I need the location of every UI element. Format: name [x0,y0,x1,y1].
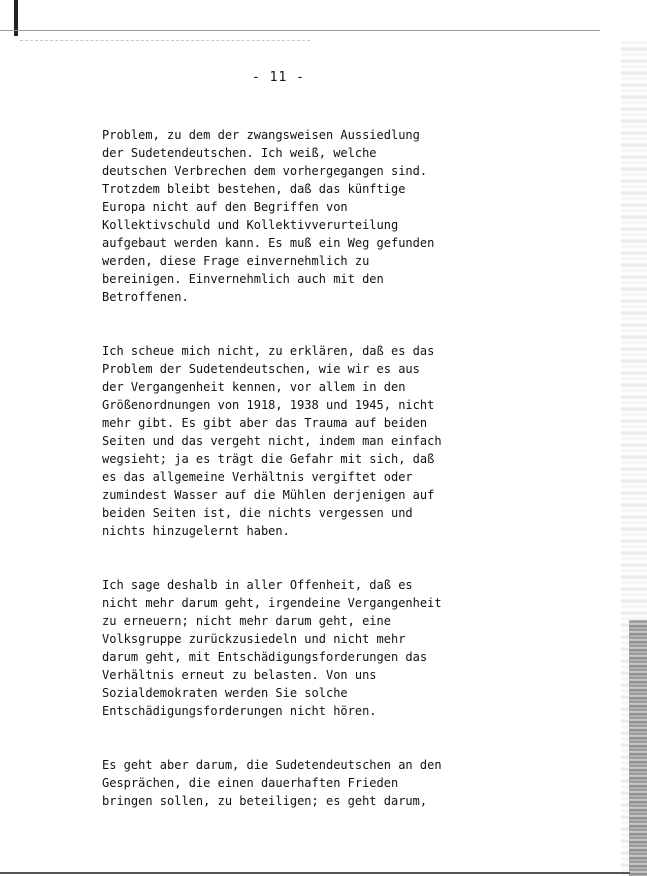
page-number: - 11 - [252,70,305,85]
text-line: Europa nicht auf den Begriffen von [102,200,348,214]
text-line: wegsieht; ja es trägt die Gefahr mit sich, daß [102,452,435,466]
paragraph-3 [102,576,462,720]
text-line: aufgebaut werden kann. Es muß ein Weg gefunden [102,236,435,250]
text-line: Problem, zu dem der zwangsweisen Aussiedlung [102,128,420,142]
text-line: mehr gibt. Es gibt aber das Trauma auf beiden [102,416,428,430]
text-line: zu erneuern; nicht mehr darum geht, eine [102,614,391,628]
text-line: zumindest Wasser auf die Mühlen derjenigen auf [102,488,435,502]
document-body [102,126,462,846]
text-line: Es geht aber darum, die Sudetendeutschen an den [102,758,442,772]
text-line: bereinigen. Einvernehmlich auch mit den [102,272,384,286]
text-line: Ich scheue mich nicht, zu erklären, daß es das [102,344,435,358]
text-line: Volksgruppe zurückzusiedeln und nicht mehr [102,632,406,646]
text-line: Entschädigungsforderungen nicht hören. [102,704,377,718]
text-line: Seiten und das vergeht nicht, indem man einfach [102,434,442,448]
text-line: nicht mehr darum geht, irgendeine Vergangenheit [102,596,442,610]
paragraph-2 [102,342,462,540]
text-line: es das allgemeine Verhältnis vergiftet oder [102,470,413,484]
text-line: Betroffenen. [102,290,189,304]
text-line: Kollektivschuld und Kollektivverurteilung [102,218,399,232]
text-line: der Vergangenheit kennen, vor allem in den [102,380,406,394]
text-line: deutschen Verbrechen dem vorhergegangen sind. [102,164,428,178]
scan-artifact-right-shadow [629,620,647,876]
text-line: Gesprächen, die einen dauerhaften Frieden [102,776,399,790]
text-line: Größenordnungen von 1918, 1938 und 1945, nicht [102,398,435,412]
paragraph-4 [102,756,462,810]
text-line: bringen sollen, zu beteiligen; es geht darum, [102,794,428,808]
text-line: nichts hinzugelernt haben. [102,524,290,538]
scan-artifact-top-dash [20,40,310,41]
scan-artifact-bottom-line [0,872,630,874]
text-line: Trotzdem bleibt bestehen, daß das künftige [102,182,406,196]
text-line: Ich sage deshalb in aller Offenheit, daß es [102,578,413,592]
text-line: darum geht, mit Entschädigungsforderungen das [102,650,428,664]
text-line: der Sudetendeutschen. Ich weiß, welche [102,146,377,160]
scan-artifact-top-line [0,30,600,31]
text-line: beiden Seiten ist, die nichts vergessen und [102,506,413,520]
text-line: werden, diese Frage einvernehmlich zu [102,254,370,268]
text-line: Problem der Sudetendeutschen, wie wir es aus [102,362,420,376]
text-line: Verhältnis erneut zu belasten. Von uns [102,668,377,682]
text-line: Sozialdemokraten werden Sie solche [102,686,348,700]
paragraph-1 [102,126,462,306]
